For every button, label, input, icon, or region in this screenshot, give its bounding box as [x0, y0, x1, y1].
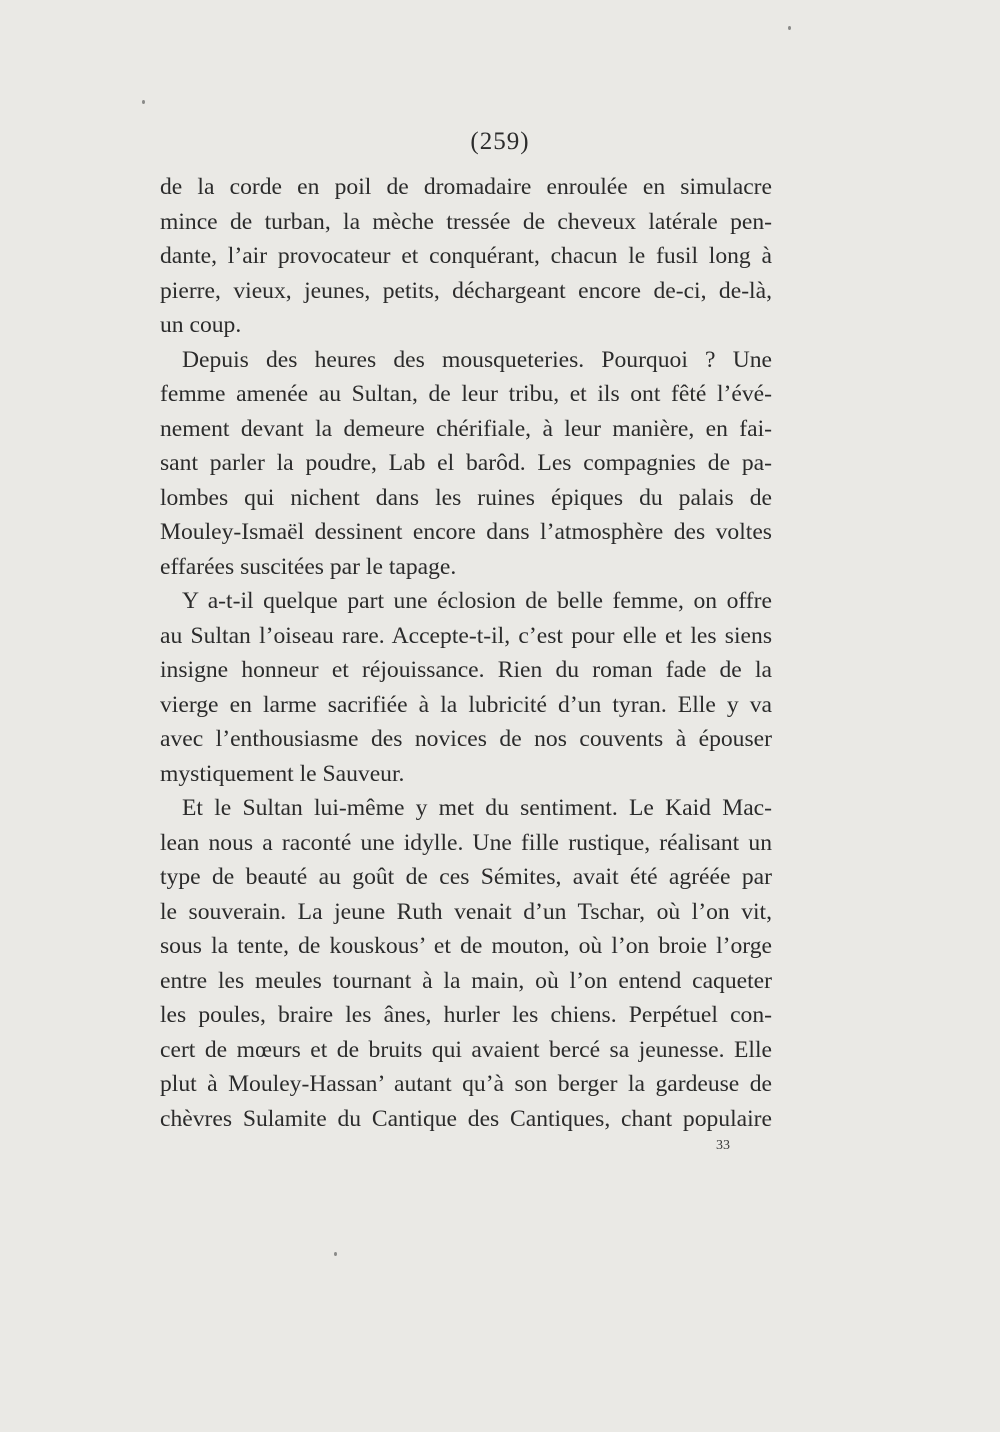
text-line: au Sultan l’oiseau rare. Accepte-t-il, c’est pour elle et les siens — [160, 622, 772, 649]
text-line: les poules, braire les ânes, hurler les chiens. Perpétuel con- — [160, 1002, 772, 1028]
text-line: vierge en larme sacrifiée à la lubricité d’un tyran. Elle y va — [160, 691, 772, 718]
paper-speck — [334, 1252, 337, 1256]
text-line: chèvres Sulamite du Cantique des Cantiques, chant populaire — [160, 1105, 772, 1132]
text-line: un coup. — [160, 312, 242, 338]
text-line: effarées suscitées par le tapage. — [160, 553, 457, 580]
text-line: insigne honneur et réjouissance. Rien du roman fade de la — [160, 657, 772, 683]
text-line: cert de mœurs et de bruits qui avaient bercé sa jeunesse. Elle — [160, 1036, 772, 1063]
text-line: lean nous a raconté une idylle. Une fille rustique, réalisant un — [160, 829, 772, 856]
signature-mark: 33 — [716, 1138, 730, 1153]
text-line: entre les meules tournant à la main, où l’on entend caqueter — [160, 967, 772, 994]
text-line: Y a-t-il quelque part une éclosion de belle femme, on offre — [182, 588, 772, 614]
text-line: mince de turban, la mèche tressée de cheveux latérale pen- — [160, 208, 772, 235]
text-line: lombes qui nichent dans les ruines épiques du palais de — [160, 484, 772, 511]
text-line: mystiquement le Sauveur. — [160, 760, 405, 787]
body-text — [160, 170, 772, 1136]
text-line: sant parler la poudre, Lab el barôd. Les compagnies de pa- — [160, 450, 772, 476]
text-line: Mouley-Ismaël dessinent encore dans l’atmosphère des voltes — [160, 519, 772, 545]
text-line: plut à Mouley-Hassan’ autant qu’à son berger la gardeuse de — [160, 1071, 772, 1097]
paper-speck — [788, 26, 791, 30]
text-line: type de beauté au goût de ces Sémites, avait été agréée par — [160, 864, 772, 890]
text-line: Et le Sultan lui-même y met du sentiment. Le Kaid Mac- — [182, 795, 772, 821]
text-line: de la corde en poil de dromadaire enroulée en simulacre — [160, 174, 772, 200]
text-line: pierre, vieux, jeunes, petits, déchargeant encore de-ci, de-là, — [160, 277, 772, 304]
page-number: (259) — [470, 128, 530, 155]
text-line: dante, l’air provocateur et conquérant, chacun le fusil long à — [160, 243, 772, 269]
paper-speck — [142, 100, 145, 104]
text-line: sous la tente, de kouskous’ et de mouton, où l’on broie l’orge — [160, 933, 772, 959]
text-line: nement devant la demeure chérifiale, à leur manière, en fai- — [160, 415, 772, 442]
text-line: femme amenée au Sultan, de leur tribu, et ils ont fêté l’évé- — [160, 381, 772, 407]
text-line: le souverain. La jeune Ruth venait d’un Tschar, où l’on vit, — [160, 898, 772, 925]
text-line: avec l’enthousiasme des novices de nos couvents à épouser — [160, 726, 772, 752]
text-line: Depuis des heures des mousqueteries. Pourquoi ? Une — [182, 346, 772, 373]
